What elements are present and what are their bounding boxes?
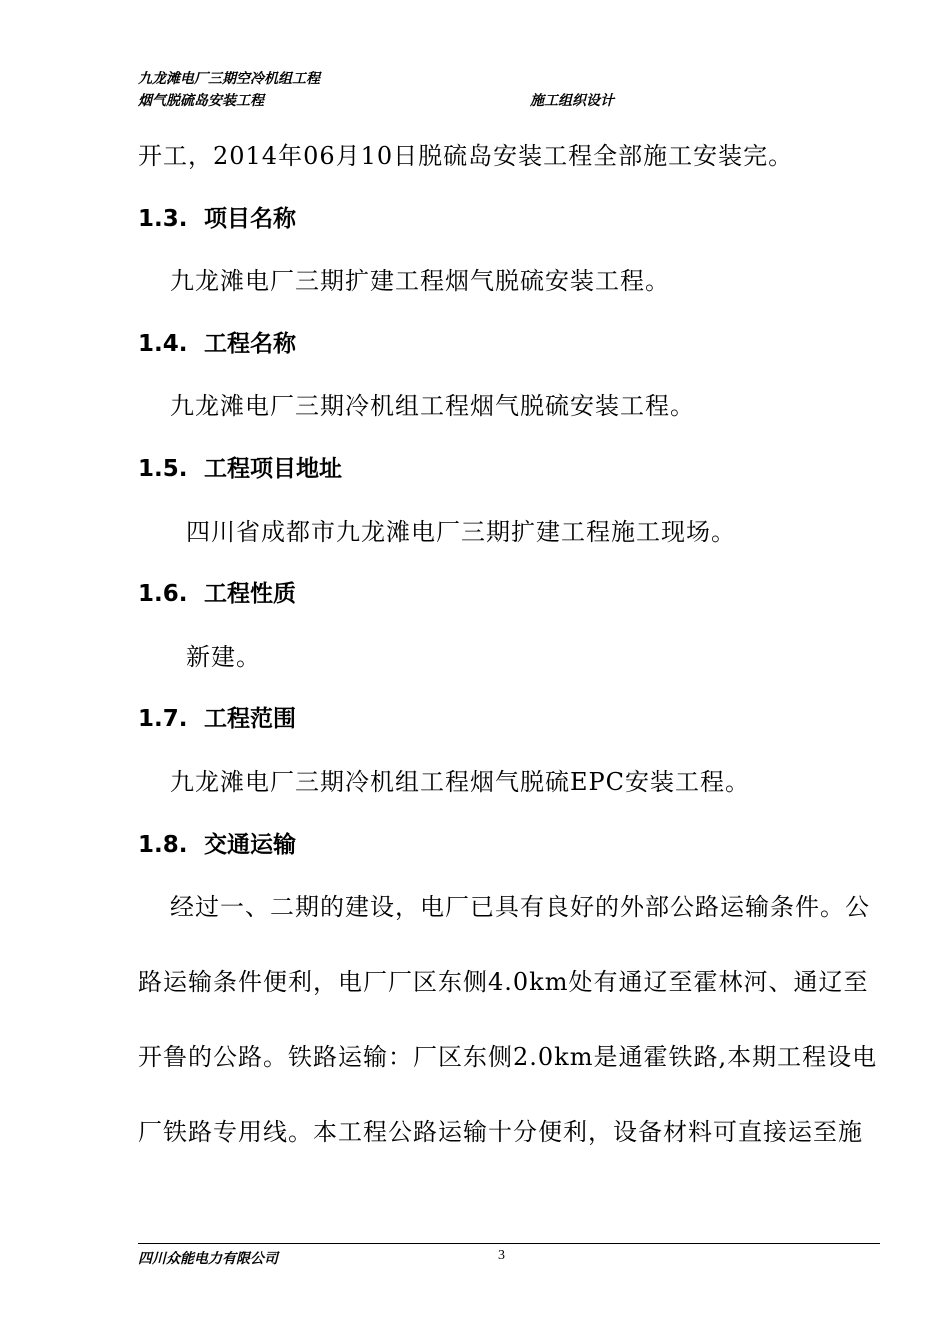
section-heading <box>138 826 296 859</box>
paragraph-line: 经过一、二期的建设，电厂已具有良好的外部公路运输条件。公 <box>170 893 870 921</box>
intro-line: 开工，2014年06月10日脱硫岛安装工程全部施工安装完。 <box>138 142 794 170</box>
section-content: 新建。 <box>186 643 261 671</box>
header-subproject-name: 烟气脱硫岛安装工程 <box>138 93 264 109</box>
section-number: 1.3. <box>138 206 188 232</box>
section-heading <box>138 325 296 358</box>
section-title: 工程项目地址 <box>204 456 342 482</box>
section-title: 工程范围 <box>204 706 296 732</box>
section-heading <box>138 450 342 483</box>
section-number: 1.7. <box>138 706 188 732</box>
section-content: 九龙滩电厂三期扩建工程烟气脱硫安装工程。 <box>170 267 670 295</box>
section-content: 四川省成都市九龙滩电厂三期扩建工程施工现场。 <box>186 518 736 546</box>
page-number: 3 <box>498 1248 505 1263</box>
header-document-type: 施工组织设计 <box>530 93 614 109</box>
section-number: 1.6. <box>138 581 188 607</box>
footer-divider <box>138 1243 880 1244</box>
footer-company: 四川众能电力有限公司 <box>138 1251 278 1267</box>
section-title: 工程性质 <box>204 581 296 607</box>
section-title: 交通运输 <box>204 832 296 858</box>
header-project-name: 九龙滩电厂三期空冷机组工程 <box>138 71 320 87</box>
section-heading <box>138 575 296 608</box>
section-title: 工程名称 <box>204 331 296 357</box>
section-heading <box>138 700 296 733</box>
section-number: 1.4. <box>138 331 188 357</box>
paragraph-line: 厂铁路专用线。本工程公路运输十分便利，设备材料可直接运至施 <box>138 1118 863 1146</box>
section-content: 九龙滩电厂三期冷机组工程烟气脱硫安装工程。 <box>170 392 695 420</box>
section-title: 项目名称 <box>204 206 296 232</box>
section-number: 1.8. <box>138 832 188 858</box>
paragraph-line: 开鲁的公路。铁路运输：厂区东侧2.0km是通霍铁路,本期工程设电 <box>138 1043 878 1071</box>
section-content: 九龙滩电厂三期冷机组工程烟气脱硫EPC安装工程。 <box>170 768 751 796</box>
paragraph-line: 路运输条件便利，电厂厂区东侧4.0km处有通辽至霍林河、通辽至 <box>138 968 869 996</box>
section-heading <box>138 200 296 233</box>
section-number: 1.5. <box>138 456 188 482</box>
